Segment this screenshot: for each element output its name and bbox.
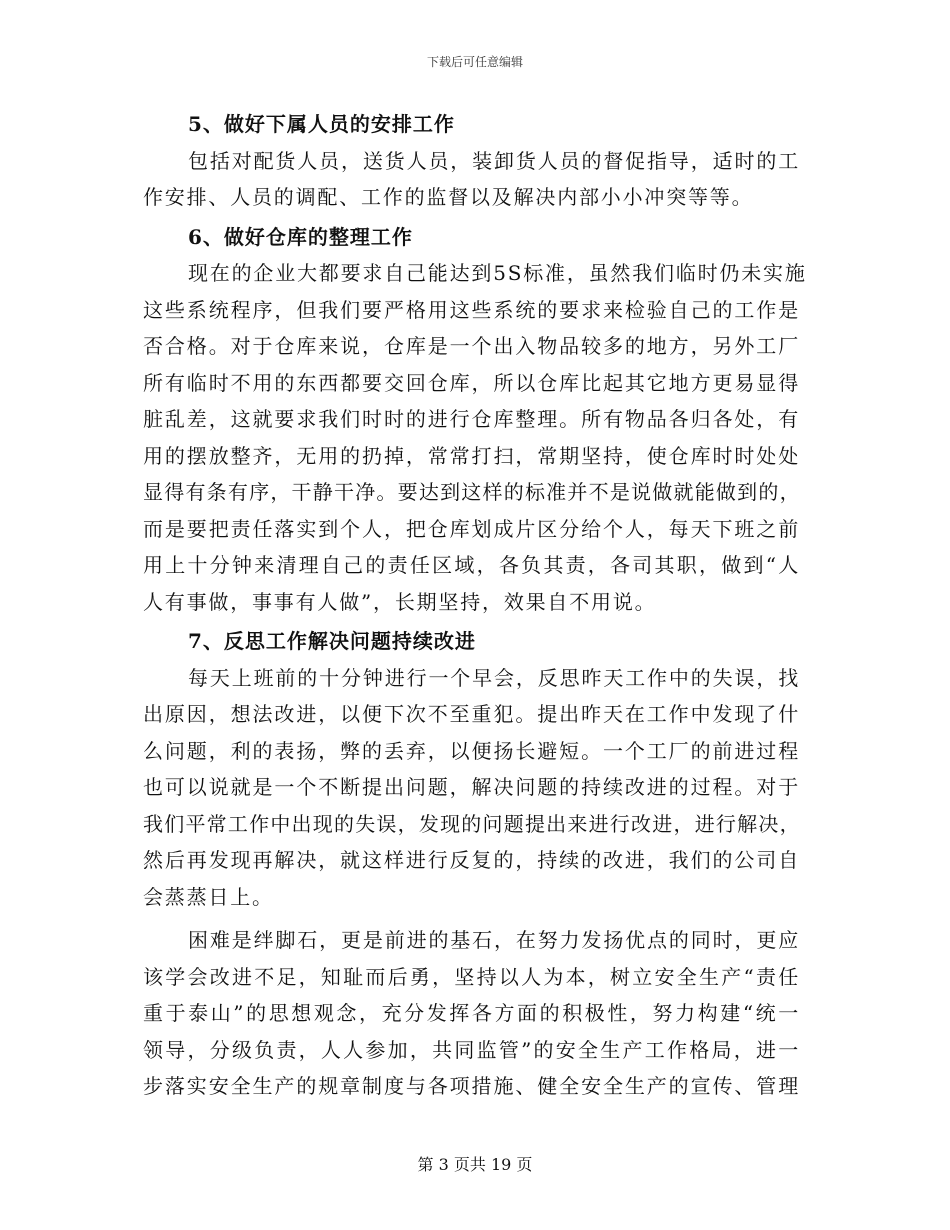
paragraph-line: 困难是绊脚石，更是前进的基石，在努力发扬优点的同时，更应 xyxy=(188,928,800,952)
paragraph-line: 每天上班前的十分钟进行一个早会，反思昨天工作中的失误，找 xyxy=(188,665,800,690)
paragraph-line: 么问题，利的表扬，弊的丢弃，以便扬长避短。一个工厂的前进过程 xyxy=(143,738,800,763)
paragraph-line: 用的摆放整齐，无用的扔掉，常常打扫，常期坚持，使仓库时时处处 xyxy=(143,443,800,468)
section-heading: 7、反思工作解决问题持续改进 xyxy=(188,629,476,653)
paragraph-line: 脏乱差，这就要求我们时时的进行仓库整理。所有物品各归各处，有 xyxy=(143,407,800,431)
paragraph-line: 然后再发现再解决，就这样进行反复的，持续的改进，我们的公司自 xyxy=(143,848,800,872)
paragraph-line: 重于泰山”的思想观念，充分发挥各方面的积极性，努力构建“统一 xyxy=(143,1001,800,1025)
paragraph-line: 会蒸蒸日上。 xyxy=(143,884,274,909)
paragraph-line: 出原因，想法改进，以便下次不至重犯。提出昨天在工作中发现了什 xyxy=(143,702,800,726)
page-header-note: 下载后可任意编辑 xyxy=(426,55,523,69)
document-body xyxy=(143,106,807,1105)
paragraph-line: 我们平常工作中出现的失误，发现的问题提出来进行改进，进行解决， xyxy=(143,811,800,836)
paragraph-line: 所有临时不用的东西都要交回仓库，所以仓库比起其它地方更易显得 xyxy=(143,370,800,395)
section-heading: 5、做好下属人员的安排工作 xyxy=(188,112,455,136)
paragraph-line: 包括对配货人员，送货人员，装卸货人员的督促指导，适时的工 xyxy=(188,148,800,173)
paragraph-line: 用上十分钟来清理自己的责任区域，各负其责，各司其职，做到“人 xyxy=(143,553,800,577)
paragraph-line: 而是要把责任落实到个人，把仓库划成片区分给个人，每天下班之前 xyxy=(143,516,800,541)
paragraph-line: 显得有条有序，干静干净。要达到这样的标准并不是说做就能做到的， xyxy=(143,480,800,504)
paragraph-line: 步落实安全生产的规章制度与各项措施、健全安全生产的宣传、管理 xyxy=(143,1074,800,1098)
paragraph-line: 现在的企业大都要求自己能达到5S标准，虽然我们临时仍未实施 xyxy=(188,261,807,285)
paragraph-line: 否合格。对于仓库来说，仓库是一个出入物品较多的地方，另外工厂 xyxy=(143,334,800,358)
paragraph-line: 该学会改进不足，知耻而后勇，坚持以人为本，树立安全生产“责任 xyxy=(143,964,800,989)
section-heading: 6、做好仓库的整理工作 xyxy=(188,224,413,249)
paragraph-line: 领导，分级负责，人人参加，共同监管”的安全生产工作格局，进一 xyxy=(143,1037,800,1062)
paragraph-line: 人有事做，事事有人做”，长期坚持，效果自不用说。 xyxy=(143,589,657,614)
paragraph-line: 也可以说就是一个不断提出问题，解决问题的持续改进的过程。对于 xyxy=(143,775,800,799)
page-number: 第 3 页共 19 页 xyxy=(417,1155,533,1174)
paragraph-line: 作安排、人员的调配、工作的监督以及解决内部小小冲突等等。 xyxy=(143,185,754,209)
paragraph-line: 这些系统程序，但我们要严格用这些系统的要求来检验自己的工作是 xyxy=(143,297,800,322)
